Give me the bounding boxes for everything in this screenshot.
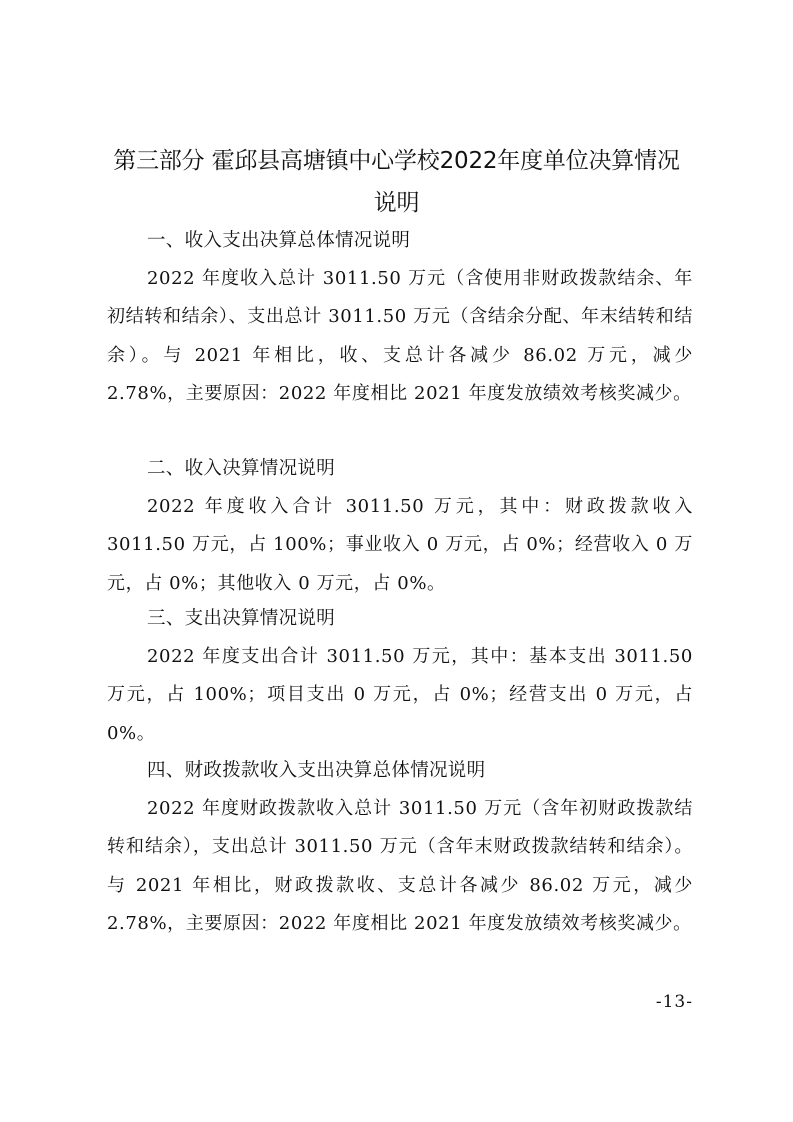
section-fiscal-appropriation [107, 752, 693, 943]
title-line-1: 第三部分 霍邱县高塘镇中心学校2022年度单位决算情况 [113, 148, 680, 174]
section-expenditure [107, 600, 693, 753]
section-heading: 一、收入支出决算总体情况说明 [147, 230, 411, 251]
section-body: 2022 年度财政拨款收入总计 3011.50 万元（含年初财政拨款结转和结余），支出总计 3011.50 万元（含年末财政拨款结转和结余）。与 2021 年相比，财政拨款收、支总计各减少 86.02 万元，减少 2.78%，主要原因：2022 年度相比 2021 年度发放绩效考核奖减少。 [107, 798, 693, 934]
page-title [100, 140, 693, 224]
section-heading: 二、收入决算情况说明 [147, 458, 336, 479]
section-body: 2022 年度支出合计 3011.50 万元，其中：基本支出 3011.50 万元，占 100%；项目支出 0 万元，占 0%；经营支出 0 万元，占0%。 [107, 646, 693, 744]
section-income [107, 450, 693, 603]
title-line-2: 说明 [373, 190, 420, 216]
section-body: 2022 年度收入合计 3011.50 万元，其中：财政拨款收入3011.50 万元，占 100%；事业收入 0 万元，占 0%；经营收入 0 万元，占 0%；其他收入 0 万元，占 0%。 [107, 496, 693, 594]
section-heading: 四、财政拨款收入支出决算总体情况说明 [147, 760, 486, 781]
section-heading: 三、支出决算情况说明 [147, 608, 336, 629]
section-body: 2022 年度收入总计 3011.50 万元（含使用非财政拨款结余、年初结转和结余）、支出总计 3011.50 万元（含结余分配、年末结转和结余）。与 2021 年相比，收、支总计各减少 86.02 万元，减少 2.78%，主要原因：2022 年度相比 2021 年度发放绩效考核奖减少。 [107, 268, 693, 404]
page-number: -13- [655, 992, 693, 1012]
section-overall [107, 222, 693, 413]
